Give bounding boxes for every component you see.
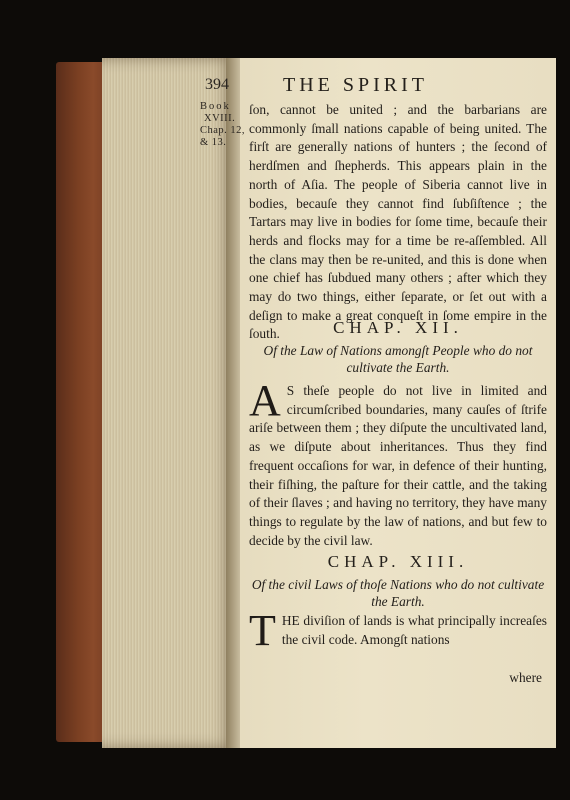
chapter-13-text: HE diviſion of lands is what principally increaſes the civil code. Amongſt nations <box>281 613 547 647</box>
chapter-12-dropcap: A <box>249 376 281 425</box>
running-title: THE SPIRIT <box>283 74 428 96</box>
margin-note-book-number: XVIII. <box>204 113 236 124</box>
catchword: where <box>509 670 542 685</box>
chapter-12-paragraph <box>249 376 547 550</box>
margin-note-chapter-2: & 13. <box>200 137 227 148</box>
running-header <box>205 74 550 100</box>
chapter-12-heading: CHAP. XII. <box>333 318 463 337</box>
chapter-13-paragraph <box>249 606 547 655</box>
chapter-13-heading: CHAP. XIII. <box>327 552 469 571</box>
chapter-13-title: Of the civil Laws of thoſe Nations who do not cultivate the Earth. <box>251 577 545 609</box>
page-edges <box>102 58 236 748</box>
margin-note <box>200 101 248 149</box>
chapter-12-title: Of the Law of Nations amongſt People who do not cultivate the Earth. <box>263 343 533 375</box>
chapter-13-dropcap: T <box>249 606 276 655</box>
margin-note-chapter: Chap. 12, <box>200 125 246 136</box>
chapter-12-text: S theſe people do not live in limited and circumſcribed boundaries, many cauſes of ſtrife ariſe between them ; they diſpute the uncultivated land, as we diſpute about inheritances. Thus they find frequent occaſions for war, in defence of their hunting, their fiſhing, the paſture for their cattle, and the taking of their ſlaves ; and having no territory, they have many things to regulate by the law of nations, and but few to decide by the civil law. <box>249 383 547 548</box>
margin-note-book: Book <box>200 101 231 112</box>
continuation-paragraph: ſon, cannot be united ; and the barbarians are commonly ſmall nations capable of being united. The firſt are generally nations of hunters ; the ſecond of herdſmen and ſhepherds. This appears plain in the north of Aſia. The people of Siberia cannot live in bodies, becauſe they cannot find ſubſiſtence ; the Tartars may live in bodies for ſome time, becauſe their herds and flocks may for a time be re-aſſembled. All the clans may then be re-united, and this is done when one chief has ſubdued many others ; after which they may do two things, either ſeparate, or ſet out with a deſign to make a great conqueſt in ſome empire in the ſouth. <box>249 102 547 342</box>
page-number: 394 <box>205 76 229 93</box>
